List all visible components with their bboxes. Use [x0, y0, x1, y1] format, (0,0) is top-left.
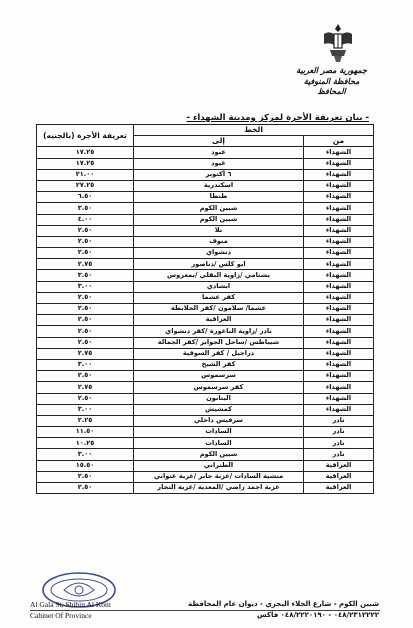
- table-row: [37, 203, 374, 214]
- fare-cell: ١٠.٢٥: [37, 438, 134, 449]
- from-cell: الشهداء: [304, 359, 374, 370]
- fare-cell: ٢.٥٠: [37, 304, 134, 315]
- fare-cell: ٢.٥٠: [37, 236, 134, 247]
- table-row: [37, 147, 374, 158]
- table-row: [37, 248, 374, 259]
- table-row: [37, 169, 374, 180]
- from-cell: الشهداء: [304, 180, 374, 191]
- from-cell: الشهداء: [304, 270, 374, 281]
- to-cell: كفر عشما: [134, 292, 304, 303]
- footer-phone: ٠٤٨/٢٣١٢٢٢٢ - ٠٤٨/٢٢٢٠١٩٠ فاكس: [257, 611, 379, 619]
- fare-cell: ٢.٧٥: [37, 348, 134, 359]
- table-row: [37, 348, 374, 359]
- table-row: [37, 326, 374, 337]
- from-cell: الشهداء: [304, 147, 374, 158]
- to-cell: البتانون: [134, 393, 304, 404]
- to-cell: كفر الشيخ: [134, 359, 304, 370]
- to-cell: دنشواي: [134, 248, 304, 259]
- to-cell: دراجيل / كفر السوقية: [134, 348, 304, 359]
- fare-cell: ٢.٥٠: [37, 393, 134, 404]
- to-cell: عبود: [134, 147, 304, 158]
- from-cell: الشهداء: [304, 236, 374, 247]
- fares-table: [36, 124, 374, 494]
- fare-cell: ٢.٧٥: [37, 382, 134, 393]
- from-cell: العراقية: [304, 460, 374, 471]
- from-cell: الشهداء: [304, 371, 374, 382]
- fare-cell: ٢١.٠٠: [37, 169, 134, 180]
- table-row: [37, 404, 374, 415]
- fare-cell: ٢.٥٠: [37, 337, 134, 348]
- from-cell: نادر: [304, 427, 374, 438]
- fare-cell: ٣.٥٠: [37, 270, 134, 281]
- to-cell: سرسموس: [134, 371, 304, 382]
- table-row: [37, 471, 374, 482]
- to-cell: منوف: [134, 236, 304, 247]
- to-cell: شبياطس /ساحل الجوابر /كفر الجمالة: [134, 337, 304, 348]
- document-title: - بيان تعريفة الأجرة لمركز ومدينة الشهداء -: [186, 113, 369, 123]
- fare-cell: ٢.٥٠: [37, 248, 134, 259]
- fare-cell: ٢.٥٠: [37, 292, 134, 303]
- table-row: [37, 192, 374, 203]
- to-cell: السادات: [134, 438, 304, 449]
- to-cell: ابشادي: [134, 281, 304, 292]
- from-cell: العراقية: [304, 471, 374, 482]
- table-row: [37, 382, 374, 393]
- from-cell: الشهداء: [304, 203, 374, 214]
- fare-cell: ١٧.٢٥: [37, 158, 134, 169]
- fare-cell: ٢.٥٠: [37, 225, 134, 236]
- from-cell: الشهداء: [304, 192, 374, 203]
- fare-cell: ٣.٠٠: [37, 404, 134, 415]
- to-cell: العراقية: [134, 315, 304, 326]
- letterhead-country: جمهورية مصر العربية: [296, 66, 367, 75]
- letterhead-office: المحافظ: [317, 87, 346, 96]
- from-cell: الشهداء: [304, 169, 374, 180]
- fare-cell: ٢.٥٠: [37, 371, 134, 382]
- fare-cell: ٢٧.٢٥: [37, 180, 134, 191]
- footer-address-ar: [188, 599, 379, 621]
- from-cell: الشهداء: [304, 214, 374, 225]
- fare-cell: ٢.٧٥: [37, 259, 134, 270]
- table-row: [37, 449, 374, 460]
- to-cell: شبين الكوم: [134, 449, 304, 460]
- to-cell: تلا: [134, 225, 304, 236]
- to-cell: شبين الكوم: [134, 214, 304, 225]
- to-cell: السادات: [134, 427, 304, 438]
- table-row: [37, 460, 374, 471]
- from-cell: الشهداء: [304, 259, 374, 270]
- table-row: [37, 158, 374, 169]
- footer-address-ar-line1: شبين الكوم - شارع الجلاء البحري - ديوان عام المحافظة: [188, 600, 379, 608]
- fare-cell: ٣.٥٠: [37, 203, 134, 214]
- fare-cell: ٣.٠٠: [37, 359, 134, 370]
- fare-cell: ٢.٥٠: [37, 315, 134, 326]
- to-cell: سرفيس داخلي: [134, 415, 304, 426]
- from-cell: العراقية: [304, 483, 374, 494]
- table-row: [37, 270, 374, 281]
- to-header: إلى: [134, 136, 304, 147]
- fare-cell: ١٥.٥٠: [37, 460, 134, 471]
- table-row: [37, 393, 374, 404]
- table-row: [37, 371, 374, 382]
- to-cell: شبين الكوم: [134, 203, 304, 214]
- to-cell: الطنراني: [134, 460, 304, 471]
- footer-address-en-line2: Cabinet Of Province: [30, 611, 92, 620]
- to-cell: اسكندرية: [134, 180, 304, 191]
- fare-cell: ٣.٠٠: [37, 281, 134, 292]
- table-row: [37, 281, 374, 292]
- from-cell: الشهداء: [304, 248, 374, 259]
- to-cell: بشتامي /زاوية البقلي /بمعروس: [134, 270, 304, 281]
- table-row: [37, 359, 374, 370]
- footer-address-en: [30, 599, 111, 621]
- table-row: [37, 214, 374, 225]
- from-cell: الشهداء: [304, 281, 374, 292]
- from-cell: الشهداء: [304, 292, 374, 303]
- table-row: [37, 415, 374, 426]
- from-cell: الشهداء: [304, 326, 374, 337]
- table-row: [37, 225, 374, 236]
- route-header: الخط: [134, 125, 374, 136]
- fare-cell: ١٧.٢٥: [37, 147, 134, 158]
- to-cell: ٦ أكتوبر: [134, 169, 304, 180]
- letterhead: [296, 66, 367, 98]
- to-cell: كمشيش: [134, 404, 304, 415]
- fare-cell: ٢.٥٠: [37, 471, 134, 482]
- from-cell: الشهداء: [304, 348, 374, 359]
- to-cell: نادر /زاوية الناعورة /كفر دنشواي: [134, 326, 304, 337]
- from-cell: الشهداء: [304, 304, 374, 315]
- table-row: [37, 304, 374, 315]
- fare-header: تعريفة الأجرة (بالجنيه): [37, 125, 134, 147]
- from-cell: الشهداء: [304, 404, 374, 415]
- table-row: [37, 259, 374, 270]
- from-cell: الشهداء: [304, 382, 374, 393]
- to-cell: طنطا: [134, 192, 304, 203]
- fare-cell: ٦.٥٠: [37, 192, 134, 203]
- to-cell: كفر سرسموس: [134, 382, 304, 393]
- fare-cell: ٢.٥٠: [37, 483, 134, 494]
- table-row: [37, 315, 374, 326]
- to-cell: عبود: [134, 158, 304, 169]
- fare-cell: ٣.٠٠: [37, 449, 134, 460]
- table-row: [37, 180, 374, 191]
- to-cell: عزبة احمد راضي /المعدية /عزبة النجار: [134, 483, 304, 494]
- to-cell: منشية السادات /عزبة جابر /عزبة عتواني: [134, 471, 304, 482]
- letterhead-governorate: محافظة المنوفية: [303, 76, 360, 86]
- from-cell: الشهداء: [304, 393, 374, 404]
- table-row: [37, 483, 374, 494]
- footer-address-en-line1: Al Gala St, Shibin Al Kom: [30, 600, 111, 609]
- from-cell: الشهداء: [304, 315, 374, 326]
- from-cell: نادر: [304, 438, 374, 449]
- from-header: من: [304, 136, 374, 147]
- to-cell: ابو كلس /دناصور: [134, 259, 304, 270]
- to-cell: عشما/ سلامون /كفر الجلابطة: [134, 304, 304, 315]
- from-cell: الشهداء: [304, 158, 374, 169]
- table-row: [37, 427, 374, 438]
- from-cell: الشهداء: [304, 337, 374, 348]
- fare-cell: ٢.٥٠: [37, 326, 134, 337]
- fare-cell: ٢.٢٥: [37, 415, 134, 426]
- table-row: [37, 292, 374, 303]
- fare-cell: ٤.٠٠: [37, 214, 134, 225]
- fare-cell: ١١.٥٠: [37, 427, 134, 438]
- table-row: [37, 236, 374, 247]
- from-cell: نادر: [304, 449, 374, 460]
- table-row: [37, 438, 374, 449]
- from-cell: نادر: [304, 415, 374, 426]
- eagle-emblem-icon: [320, 20, 356, 64]
- table-row: [37, 337, 374, 348]
- from-cell: الشهداء: [304, 225, 374, 236]
